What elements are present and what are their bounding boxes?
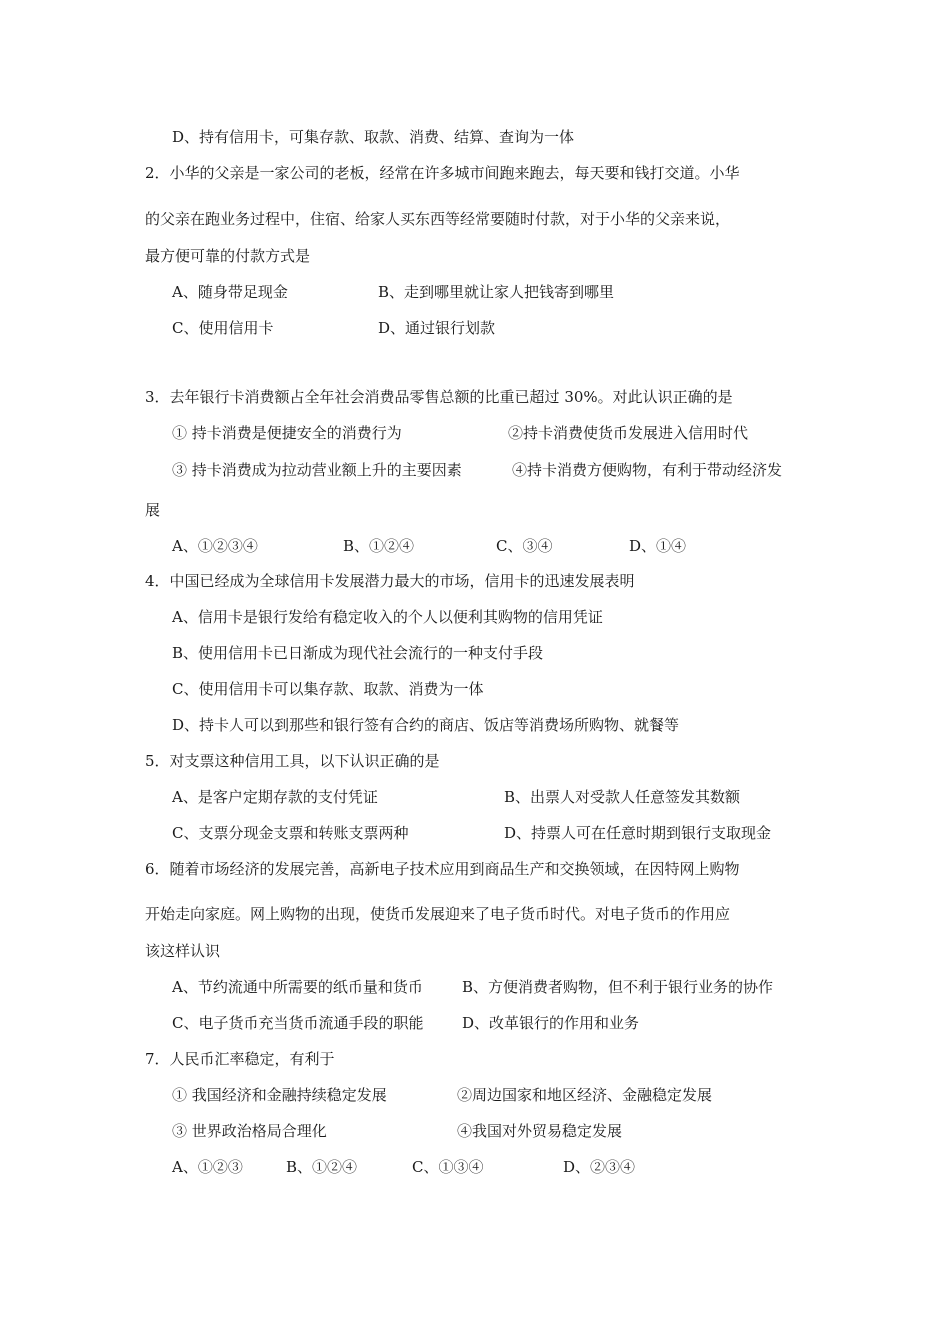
q2-option-b: B、走到哪里就让家人把钱寄到哪里 <box>378 283 615 301</box>
q3-statement-4-cont: 展 <box>145 501 161 519</box>
q7-option-d: D、②③④ <box>563 1158 636 1176</box>
q3-statement-3: ③ 持卡消费成为拉动营业额上升的主要因素 <box>172 461 462 479</box>
q5-option-d: D、持票人可在任意时期到银行支取现金 <box>504 824 772 842</box>
q5-option-b: B、出票人对受款人任意签发其数额 <box>504 788 741 806</box>
q2-option-d: D、通过银行划款 <box>378 319 496 337</box>
q7-option-b: B、①②④ <box>286 1158 358 1176</box>
q4-option-d: D、持卡人可以到那些和银行签有合约的商店、饭店等消费场所购物、就餐等 <box>172 716 680 734</box>
q6-stem-line2: 开始走向家庭。网上购物的出现，使货币发展迎来了电子货币时代。对电子货币的作用应 <box>145 905 731 923</box>
q3-statement-2: ②持卡消费使货币发展进入信用时代 <box>508 424 749 442</box>
q5-option-c: C、支票分现金支票和转账支票两种 <box>172 824 409 842</box>
q3-statement-1: ① 持卡消费是便捷安全的消费行为 <box>172 424 402 442</box>
q7-stem: 7．人民币汇率稳定，有利于 <box>145 1050 335 1068</box>
q2-option-a: A、随身带足现金 <box>172 283 288 301</box>
q3-option-b: B、①②④ <box>343 537 415 555</box>
q4-option-b: B、使用信用卡已日渐成为现代社会流行的一种支付手段 <box>172 644 544 662</box>
q7-option-c: C、①③④ <box>412 1158 484 1176</box>
q7-statement-3: ③ 世界政治格局合理化 <box>172 1122 327 1140</box>
q3-option-d: D、①④ <box>629 537 687 555</box>
q2-option-c: C、使用信用卡 <box>172 319 274 337</box>
q3-statement-4: ④持卡消费方便购物，有利于带动经济发 <box>512 461 783 479</box>
q2-stem-line3: 最方便可靠的付款方式是 <box>145 247 311 265</box>
q6-stem-line1: 6．随着市场经济的发展完善，高新电子技术应用到商品生产和交换领域，在因特网上购物 <box>145 860 740 878</box>
q1-option-d: D、持有信用卡，可集存款、取款、消费、结算、查询为一体 <box>172 128 575 146</box>
q4-stem: 4．中国已经成为全球信用卡发展潜力最大的市场，信用卡的迅速发展表明 <box>145 572 635 590</box>
q4-option-a: A、信用卡是银行发给有稳定收入的个人以便利其购物的信用凭证 <box>172 608 603 626</box>
q5-option-a: A、是客户定期存款的支付凭证 <box>172 788 378 806</box>
q7-statement-2: ②周边国家和地区经济、金融稳定发展 <box>457 1086 713 1104</box>
q2-stem-line1: 2．小华的父亲是一家公司的老板，经常在许多城市间跑来跑去，每天要和钱打交道。小华 <box>145 164 740 182</box>
q6-option-c: C、电子货币充当货币流通手段的职能 <box>172 1014 424 1032</box>
q3-option-c: C、③④ <box>496 537 553 555</box>
q7-statement-1: ① 我国经济和金融持续稳定发展 <box>172 1086 387 1104</box>
q3-stem: 3．去年银行卡消费额占全年社会消费品零售总额的比重已超过 30%。对此认识正确的是 <box>145 388 733 406</box>
q6-stem-line3: 该这样认识 <box>145 942 221 960</box>
q6-option-b: B、方便消费者购物，但不利于银行业务的协作 <box>462 978 774 996</box>
q7-option-a: A、①②③ <box>172 1158 243 1176</box>
q2-stem-line2: 的父亲在跑业务过程中，住宿、给家人买东西等经常要随时付款，对于小华的父亲来说， <box>145 210 731 228</box>
q3-option-a: A、①②③④ <box>172 537 258 555</box>
q6-option-d: D、改革银行的作用和业务 <box>462 1014 640 1032</box>
q4-option-c: C、使用信用卡可以集存款、取款、消费为一体 <box>172 680 484 698</box>
q6-option-a: A、节约流通中所需要的纸币量和货币 <box>172 978 423 996</box>
q7-statement-4: ④我国对外贸易稳定发展 <box>457 1122 623 1140</box>
q5-stem: 5．对支票这种信用工具，以下认识正确的是 <box>145 752 440 770</box>
